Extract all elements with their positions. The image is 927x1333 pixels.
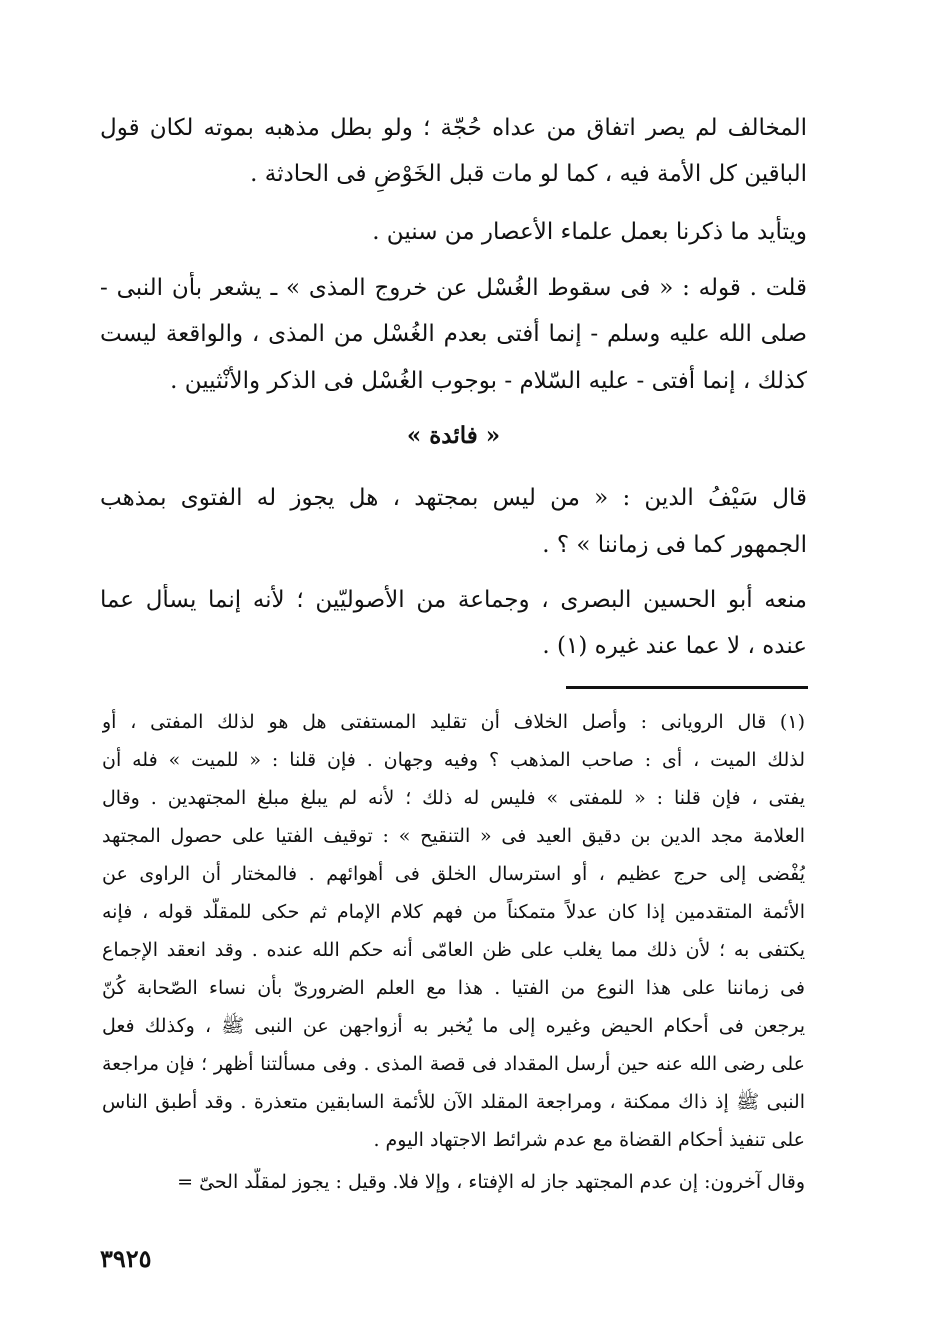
body-line: صلى الله عليه وسلم - إنما أفتى بعدم الغُسْل من المذى ، والواقعة ليست: [100, 321, 807, 347]
body-line: قلت . قوله : « فى سقوط الغُسْل عن خروج المذى » ـ يشعر بأن النبى -: [100, 275, 807, 301]
footnote-line: على رضى الله عنه حين أرسل المقداد فى قصة المذى . وفى مسألتنا أظهر ؛ فإن مراجعة: [102, 1053, 805, 1075]
footnote-line: يفتى ، فإن قلنا : « للمفتى » فليس له ذلك ؛ لأنه لم يبلغ مبلغ المجتهدين . وقال: [102, 787, 805, 809]
footnote-line: لذلك الميت ، أى : صاحب المذهب ؟ وفيه وجهان . فإن قلنا : « للميت » فله أن: [102, 749, 805, 771]
footnote-line: النبى ﷺ إذ ذاك ممكنة ، ومراجعة المقلد الآن للأئمة السابقين متعذرة . وقد أطبق الناس: [102, 1091, 805, 1113]
body-line: المخالف لم يصر اتفاق من عداه حُجّة ؛ ولو بطل مذهبه بموته لكان قول: [100, 115, 807, 141]
section-heading: « فائدة »: [406, 422, 501, 449]
footnote-line: يُفْضى إلى حرج عظيم ، أو استرسال الخلق فى أهوائهم . فالمختار أن الراوى عن: [102, 863, 805, 885]
footnote-line: على تنفيذ أحكام القضاة مع عدم شرائط الاجتهاد اليوم .: [373, 1129, 805, 1151]
footnote-line: يرجعن فى أحكام الحيض وغيره إلى ما يُخبر به أزواجهن عن النبى ﷺ ، وكذلك فعل: [102, 1015, 805, 1037]
page-number: ٣٩٢٥: [100, 1244, 152, 1273]
body-line: عنده ، لا عما عند غيره (١) .: [542, 633, 807, 659]
body-line: منعه أبو الحسين البصرى ، وجماعة من الأصوليّين ؛ لأنه إنما يسأل عما: [100, 587, 807, 613]
footnote-line: فى زماننا على هذا النوع من الفتيا . هذا مع العلم الضرورىّ بأن نساء الصّحابة كُنّ: [102, 977, 805, 999]
footnote-line: يكتفى به ؛ لأن ذلك مما يغلب على ظن العامّى أنه حكم الله عنده . وقد انعقد الإجماع: [102, 939, 805, 961]
footnote-line: العلامة مجد الدين بن دقيق العيد فى « التنقيح » : توقيف الفتيا على حصول المجتهد: [102, 825, 805, 847]
body-line: ويتأيد ما ذكرنا بعمل علماء الأعصار من سنين .: [372, 219, 807, 245]
body-line: كذلك ، إنما أفتى - عليه السّلام - بوجوب الغُسْل فى الذكر والأُنْثيين .: [170, 368, 807, 394]
body-line: الباقين كل الأمة فيه ، كما لو مات قبل الخَوْضِ فى الحادثة .: [250, 161, 807, 187]
footnote-line: (١) قال الرويانى : وأصل الخلاف أن تقليد المستفتى هل هو لذلك المفتى ، أو: [102, 711, 805, 733]
footnote-divider: [566, 686, 808, 689]
footnote-line: وقال آخرون: إن عدم المجتهد جاز له الإفتاء ، وإلا فلا. وقيل : يجوز لمقلّد الحىّ =: [177, 1171, 805, 1193]
body-line: الجمهور كما فى زماننا » ؟ .: [542, 532, 807, 558]
body-line: قال سَيْفُ الدين : « من ليس بمجتهد ، هل يجوز له الفتوى بمذهب: [100, 485, 807, 511]
footnote-line: الأئمة المتقدمين إذا كان عدلاً متمكناً من فهم كلام الإمام ثم حكى للمقلّد قوله ، فإنه: [102, 901, 805, 923]
